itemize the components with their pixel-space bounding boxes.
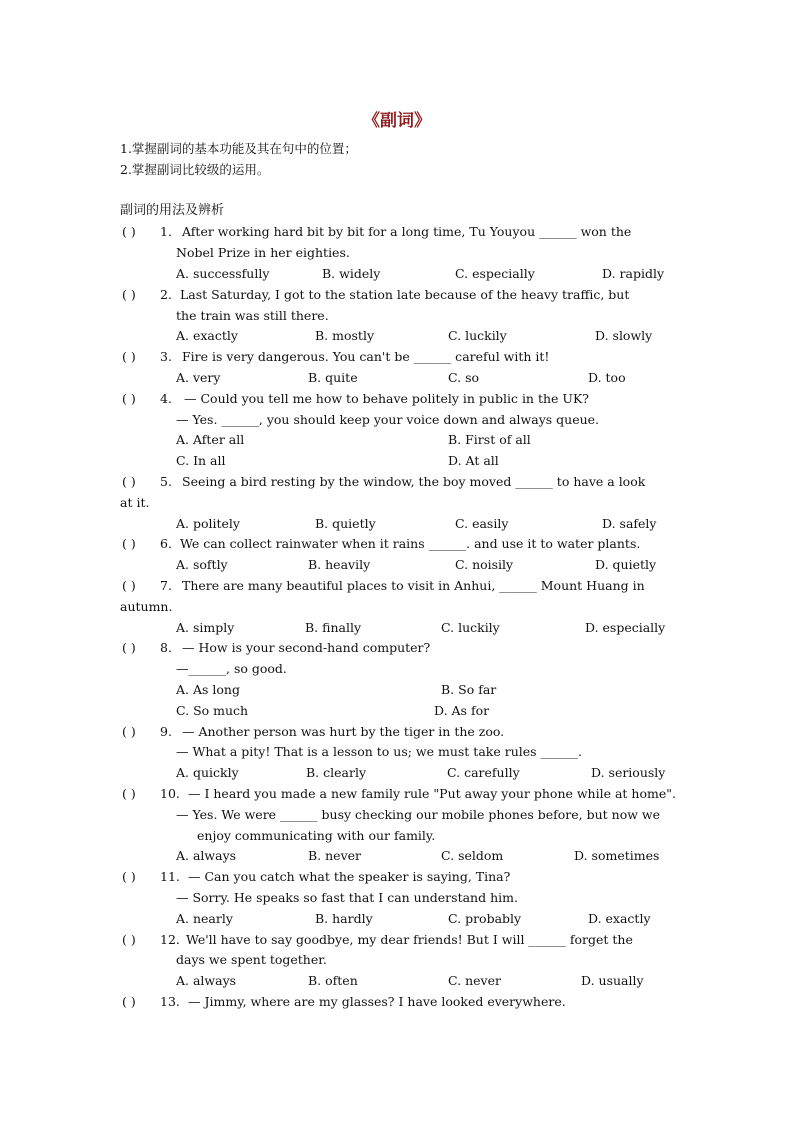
question-text: — Can you catch what the speaker is saying, Tina? [188,869,511,884]
option-a[interactable]: A. After all [176,432,245,447]
option-d[interactable]: D. sometimes [574,848,660,863]
question-text: There are many beautiful places to visit in Anhui, ______ Mount Huang in [182,578,645,593]
option-a[interactable]: A. simply [176,620,235,635]
question-text-cont: Nobel Prize in her eighties. [176,245,350,260]
option-a[interactable]: A. politely [176,516,240,531]
option-b[interactable]: B. hardly [315,911,373,926]
question-number: 9. [160,724,172,739]
question-text: Last Saturday, I got to the station late because of the heavy traffic, but [180,287,630,302]
answer-blank[interactable]: ( ) [122,474,136,489]
option-c[interactable]: C. seldom [441,848,504,863]
option-c[interactable]: C. carefully [447,765,520,780]
question-number: 10. [160,786,180,801]
option-a[interactable]: A. very [176,370,221,385]
option-d[interactable]: D. slowly [595,328,653,343]
option-b[interactable]: B. First of all [448,432,531,447]
question-number: 3. [160,349,172,364]
question-number: 1. [160,224,172,239]
answer-blank[interactable]: ( ) [122,932,136,947]
option-c[interactable]: C. luckily [448,328,507,343]
section-heading: 副词的用法及辨析 [120,203,225,218]
option-b[interactable]: B. quite [308,370,358,385]
option-d[interactable]: D. quietly [595,557,657,572]
question-number: 11. [160,869,180,884]
option-b[interactable]: B. heavily [308,557,371,572]
option-d[interactable]: D. rapidly [602,266,665,281]
option-d[interactable]: D. At all [448,453,499,468]
answer-blank[interactable]: ( ) [122,349,136,364]
option-c[interactable]: C. noisily [455,557,514,572]
question-text: — Another person was hurt by the tiger in the zoo. [182,724,505,739]
answer-blank[interactable]: ( ) [122,536,136,551]
question-text: — How is your second-hand computer? [182,640,431,655]
option-b[interactable]: B. mostly [315,328,375,343]
option-b[interactable]: B. finally [305,620,362,635]
option-c[interactable]: C. probably [448,911,522,926]
question-number: 6. [160,536,172,551]
question-text: Fire is very dangerous. You can't be ______ careful with it! [182,349,550,364]
option-a[interactable]: A. quickly [176,765,239,780]
answer-blank[interactable]: ( ) [122,724,136,739]
option-d[interactable]: D. As for [434,703,490,718]
option-c[interactable]: C. In all [176,453,226,468]
option-a[interactable]: A. always [176,973,237,988]
question-text-cont: — Sorry. He speaks so fast that I can understand him. [176,890,518,905]
option-d[interactable]: D. especially [585,620,666,635]
option-c[interactable]: C. especially [455,266,535,281]
question-text-cont: the train was still there. [176,308,329,323]
option-d[interactable]: D. seriously [591,765,666,780]
option-b[interactable]: B. widely [322,266,381,281]
option-a[interactable]: A. As long [176,682,240,697]
question-number: 5. [160,474,172,489]
question-number: 12. [160,932,180,947]
option-a[interactable]: A. nearly [176,911,233,926]
question-number: 4. [160,391,172,406]
question-text: We'll have to say goodbye, my dear friends! But I will ______ forget the [186,932,633,947]
question-text-cont: — Yes. We were ______ busy checking our mobile phones before, but now we [176,807,661,822]
option-b[interactable]: B. never [308,848,362,863]
answer-blank[interactable]: ( ) [122,578,136,593]
option-c[interactable]: C. never [448,973,501,988]
option-b[interactable]: B. clearly [306,765,367,780]
goal-2: 2.掌握副词比较级的运用。 [120,162,270,177]
option-d[interactable]: D. too [588,370,626,385]
answer-blank[interactable]: ( ) [122,640,136,655]
goal-1: 1.掌握副词的基本功能及其在句中的位置； [120,141,357,156]
option-a[interactable]: A. exactly [176,328,238,343]
question-text-cont: — Yes. ______, you should keep your voice down and always queue. [176,412,600,427]
question-text: Seeing a bird resting by the window, the boy moved ______ to have a look [182,474,646,489]
question-text-cont: — What a pity! That is a lesson to us; we must take rules ______. [176,744,583,759]
option-a[interactable]: A. successfully [176,266,270,281]
option-b[interactable]: B. often [308,973,358,988]
question-text-cont: days we spent together. [176,952,327,967]
option-c[interactable]: C. so [448,370,480,385]
question-text: — Could you tell me how to behave politely in public in the UK? [184,391,589,406]
question-text-cont: —______, so good. [176,661,287,676]
option-d[interactable]: D. usually [581,973,644,988]
answer-blank[interactable]: ( ) [122,391,136,406]
question-text: After working hard bit by bit for a long time, Tu Youyou ______ won the [182,224,632,239]
question-number: 13. [160,994,180,1009]
answer-blank[interactable]: ( ) [122,287,136,302]
question-text-cont: autumn. [120,599,173,614]
option-d[interactable]: D. exactly [588,911,651,926]
option-b[interactable]: B. So far [441,682,497,697]
answer-blank[interactable]: ( ) [122,869,136,884]
option-c[interactable]: C. luckily [441,620,500,635]
question-text: — Jimmy, where are my glasses? I have looked everywhere. [188,994,566,1009]
answer-blank[interactable]: ( ) [122,224,136,239]
question-text: — I heard you made a new family rule "Put away your phone while at home". [188,786,676,801]
question-number: 8. [160,640,172,655]
page-title: 《副词》 [363,111,431,131]
option-b[interactable]: B. quietly [315,516,376,531]
option-d[interactable]: D. safely [602,516,657,531]
answer-blank[interactable]: ( ) [122,786,136,801]
question-number: 2. [160,287,172,302]
question-number: 7. [160,578,172,593]
option-c[interactable]: C. easily [455,516,509,531]
option-a[interactable]: A. always [176,848,237,863]
question-text-cont: enjoy communicating with our family. [197,828,436,843]
answer-blank[interactable]: ( ) [122,994,136,1009]
option-a[interactable]: A. softly [176,557,228,572]
question-text: We can collect rainwater when it rains ______. and use it to water plants. [180,536,641,551]
option-c[interactable]: C. So much [176,703,249,718]
question-text-cont: at it. [120,495,150,510]
